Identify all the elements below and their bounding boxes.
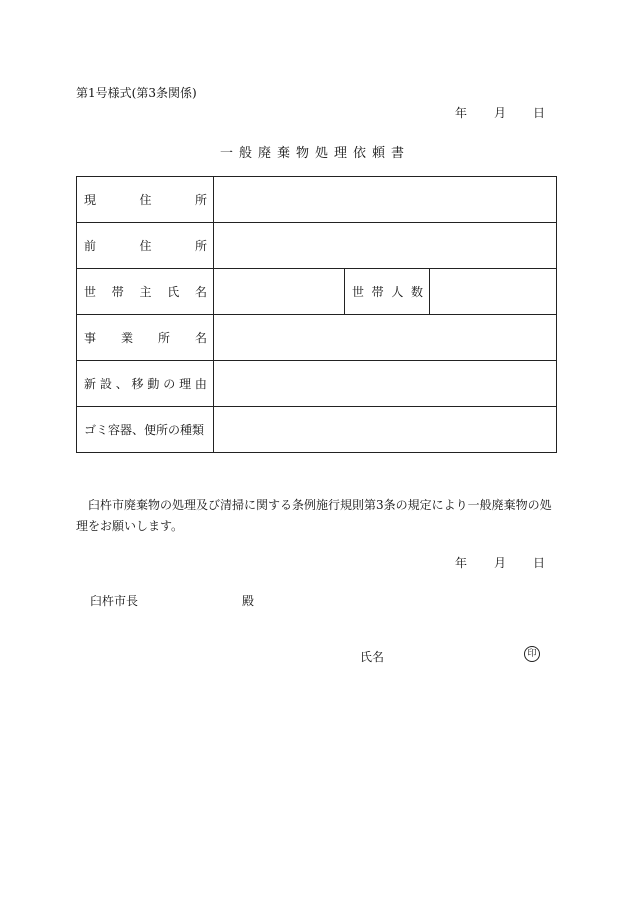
label-char: 名 xyxy=(194,285,207,299)
label-char: 所 xyxy=(194,239,207,253)
label-char: 前 xyxy=(84,239,97,253)
label-char: 世 xyxy=(352,285,365,299)
label-cell-current-address xyxy=(77,177,214,223)
label-char: 帯 xyxy=(371,285,384,299)
date-bottom-month: 月 xyxy=(493,556,506,570)
label-cell-previous-address xyxy=(77,223,214,269)
label-char: 主 xyxy=(139,285,152,299)
container-type-label: ゴミ容器、便所の種類 xyxy=(84,423,205,437)
label-char: 、 xyxy=(115,377,128,391)
label-char: 住 xyxy=(139,239,152,253)
date-top-year: 年 xyxy=(455,106,468,120)
business-name-label xyxy=(77,329,213,346)
label-cell-household-members xyxy=(345,269,430,315)
label-char: 帯 xyxy=(111,285,124,299)
addressee-mayor: 臼杵市長 xyxy=(90,594,139,608)
date-bottom-year: 年 xyxy=(455,556,468,570)
date-bottom xyxy=(455,554,545,571)
row-household xyxy=(77,269,557,315)
signature-name-label: 氏名 xyxy=(360,650,385,664)
seal-mark: 印 xyxy=(524,646,540,662)
row-business-name xyxy=(77,315,557,361)
household-members-label xyxy=(345,283,429,300)
date-top xyxy=(455,104,545,121)
label-char: 数 xyxy=(410,285,423,299)
head-of-household-label xyxy=(77,283,213,300)
label-char: 所 xyxy=(157,331,170,345)
label-char: 設 xyxy=(99,377,112,391)
business-name-field[interactable] xyxy=(214,315,557,361)
date-top-month: 月 xyxy=(493,106,506,120)
label-char: 新 xyxy=(84,377,97,391)
label-char: の xyxy=(163,377,176,391)
previous-address-label xyxy=(77,237,213,254)
current-address-label xyxy=(77,191,213,208)
label-cell-business-name xyxy=(77,315,214,361)
form-number: 第1号様式(第3条関係) xyxy=(76,86,197,100)
row-container-type xyxy=(77,407,557,453)
label-char: 由 xyxy=(194,377,207,391)
row-reason xyxy=(77,361,557,407)
label-cell-head-of-household xyxy=(77,269,214,315)
household-members-field[interactable] xyxy=(430,269,557,315)
request-text: 臼杵市廃棄物の処理及び清掃に関する条例施行規則第3条の規定により一般廃棄物の処理をお願いします。 xyxy=(76,498,552,533)
label-char: 人 xyxy=(391,285,404,299)
label-char: 所 xyxy=(194,193,207,207)
row-previous-address xyxy=(77,223,557,269)
label-char: 理 xyxy=(179,377,192,391)
label-char: 世 xyxy=(84,285,97,299)
label-cell-container-type xyxy=(77,407,214,453)
label-cell-reason xyxy=(77,361,214,407)
reason-field[interactable] xyxy=(214,361,557,407)
date-bottom-day: 日 xyxy=(532,556,545,570)
head-of-household-field[interactable] xyxy=(214,269,345,315)
reason-label xyxy=(77,375,213,392)
label-char: 事 xyxy=(84,331,97,345)
label-char: 移 xyxy=(131,377,144,391)
request-form-table xyxy=(76,176,557,453)
label-char: 名 xyxy=(194,331,207,345)
row-current-address xyxy=(77,177,557,223)
label-char: 現 xyxy=(84,193,97,207)
container-type-field[interactable] xyxy=(214,407,557,453)
label-char: 動 xyxy=(147,377,160,391)
label-char: 住 xyxy=(139,193,152,207)
document-title: 一般廃棄物処理依頼書 xyxy=(219,146,410,161)
previous-address-field[interactable] xyxy=(214,223,557,269)
date-top-day: 日 xyxy=(532,106,545,120)
current-address-field[interactable] xyxy=(214,177,557,223)
label-char: 業 xyxy=(120,331,133,345)
label-char: 氏 xyxy=(167,285,180,299)
addressee-honorific: 殿 xyxy=(242,594,255,608)
